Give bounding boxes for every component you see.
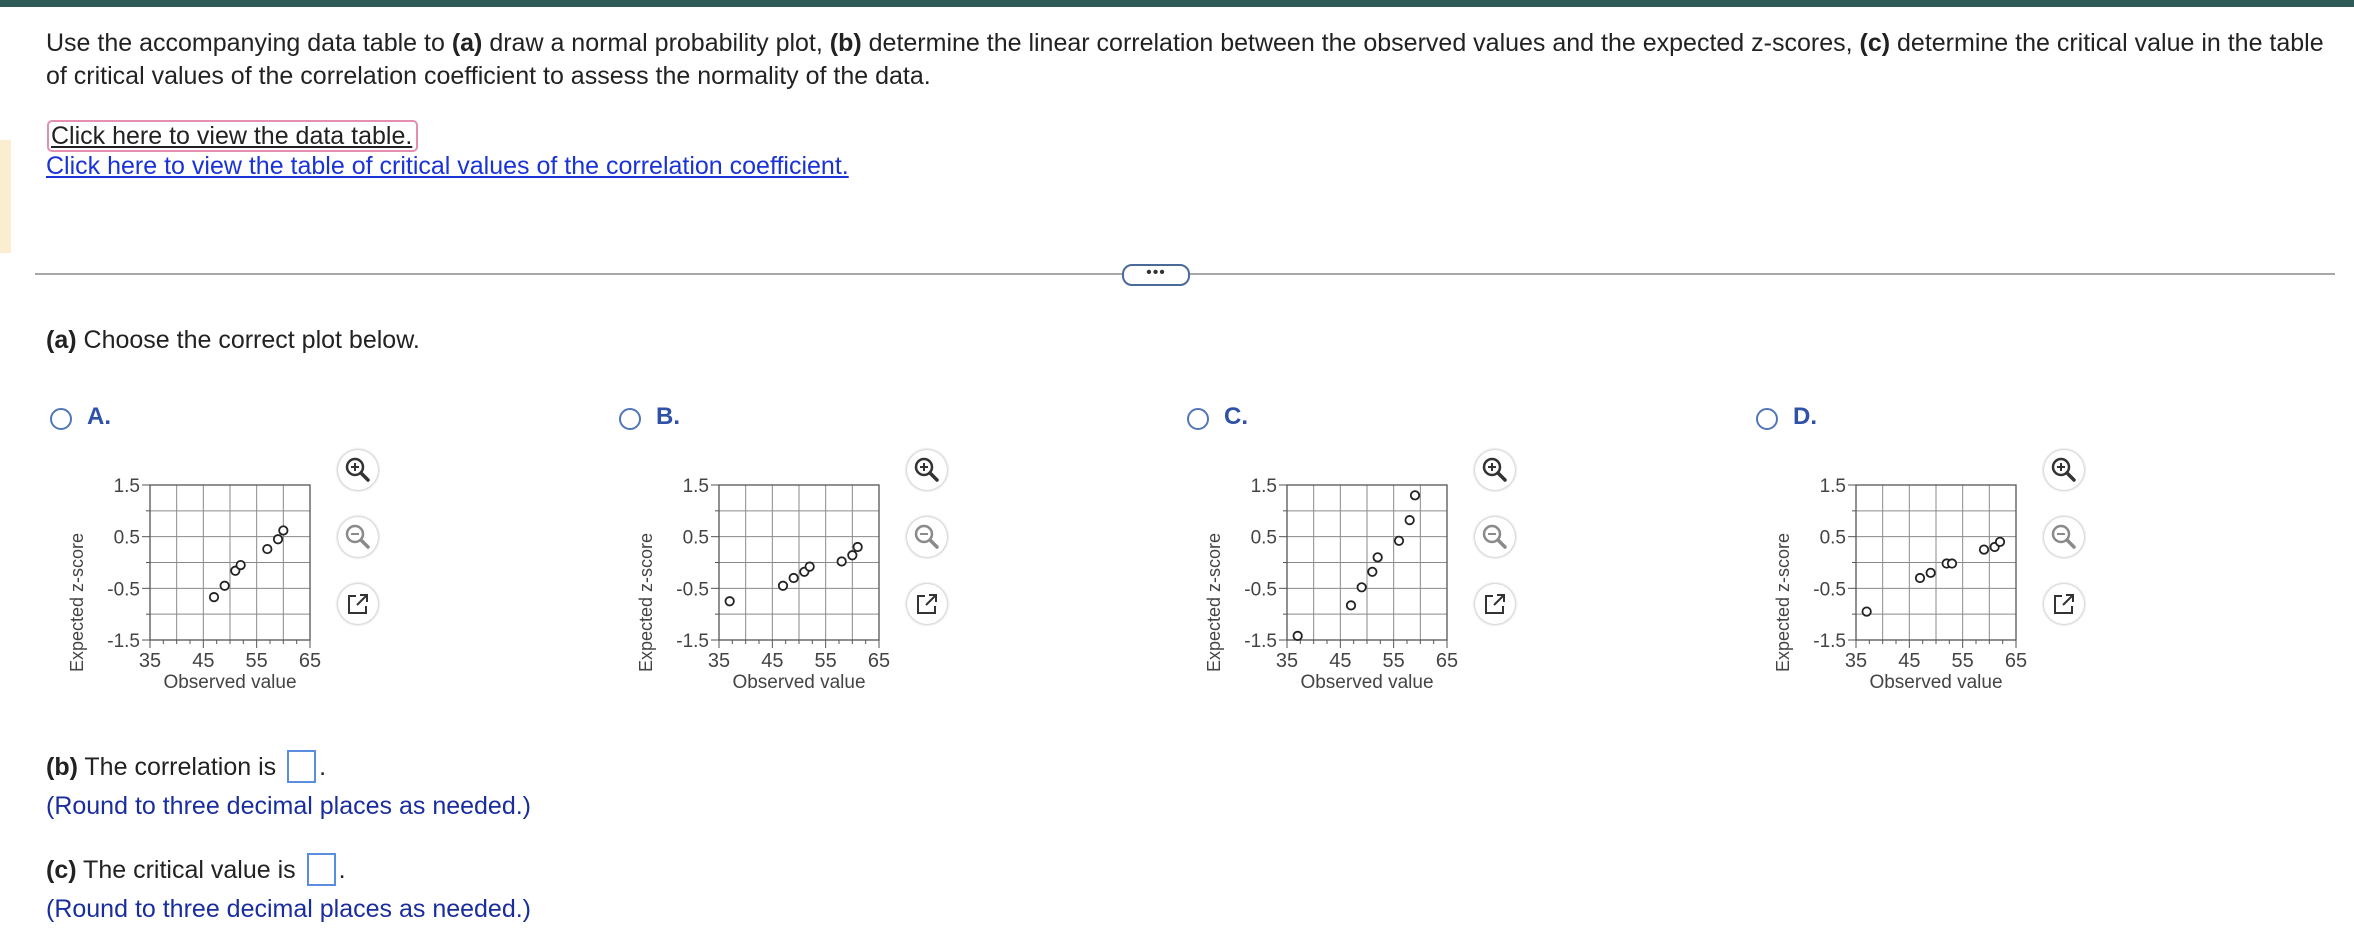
data-point [1926, 569, 1934, 577]
data-point [1948, 559, 1956, 567]
data-point [1347, 601, 1355, 609]
data-point [1368, 568, 1376, 576]
y-tick-label: 0.5 [682, 527, 709, 549]
zoom-out-icon [338, 517, 378, 557]
option-c-plot [1187, 460, 1467, 710]
y-axis-label: Expected z-score [1773, 532, 1793, 673]
x-axis-label: Observed value [732, 672, 866, 693]
external-link-icon [2044, 584, 2084, 624]
x-tick-label: 35 [1844, 650, 1868, 672]
x-axis-label: Observed value [1869, 672, 2003, 693]
y-tick-label: 0.5 [113, 527, 140, 549]
x-tick-label: 65 [867, 650, 891, 672]
x-tick-label: 65 [1435, 650, 1459, 672]
x-tick-label: 45 [1898, 650, 1921, 672]
option-a-radio[interactable] [50, 408, 72, 430]
external-link-icon [907, 584, 947, 624]
zoom-in-icon [338, 450, 378, 490]
y-tick-label: -1.5 [107, 631, 140, 652]
data-point [837, 557, 845, 565]
x-tick-label: 55 [1951, 650, 1974, 672]
y-tick-label: -0.5 [1813, 579, 1846, 601]
zoom-in-icon [907, 450, 947, 490]
y-axis-label: Expected z-score [1204, 532, 1224, 673]
option-c[interactable] [1187, 400, 1747, 710]
part-b-note: (Round to three decimal places as needed.) [46, 792, 532, 820]
data-point [1980, 545, 1988, 553]
more-button[interactable]: ••• [1122, 264, 1190, 286]
external-link-icon [338, 584, 378, 624]
y-tick-label: -0.5 [1244, 579, 1277, 601]
y-tick-label: 1.5 [1250, 476, 1277, 497]
data-point [853, 543, 861, 551]
option-d-zoom-in[interactable] [2044, 450, 2084, 490]
data-point [789, 574, 797, 582]
data-point [1411, 491, 1419, 499]
x-tick-label: 55 [1382, 650, 1405, 672]
zoom-out-icon [2044, 517, 2084, 557]
data-point [725, 597, 733, 605]
data-point [220, 582, 228, 590]
option-b[interactable] [619, 400, 1179, 710]
part-c-note: (Round to three decimal places as needed.) [46, 895, 532, 923]
y-tick-label: -0.5 [107, 579, 140, 601]
data-point [1916, 574, 1924, 582]
x-tick-label: 65 [298, 650, 322, 672]
data-point [1395, 537, 1403, 545]
data-point [1357, 583, 1365, 591]
correlation-input[interactable] [287, 750, 316, 783]
option-c-open-new-window[interactable] [1475, 584, 1515, 624]
option-d-radio[interactable] [1756, 408, 1778, 430]
y-tick-label: -1.5 [1813, 631, 1846, 652]
option-c-zoom-in[interactable] [1475, 450, 1515, 490]
option-d-zoom-out[interactable] [2044, 517, 2084, 557]
option-a-label: A. [87, 403, 111, 430]
y-tick-label: 1.5 [1819, 476, 1846, 497]
option-a-zoom-in[interactable] [338, 450, 378, 490]
zoom-in-icon [1475, 450, 1515, 490]
y-tick-label: 1.5 [682, 476, 709, 497]
external-link-icon [1475, 584, 1515, 624]
y-axis-label: Expected z-score [67, 532, 87, 673]
data-point [274, 535, 282, 543]
option-d[interactable] [1756, 400, 2316, 710]
option-c-zoom-out[interactable] [1475, 517, 1515, 557]
y-tick-label: 0.5 [1250, 527, 1277, 549]
critical-values-link[interactable]: Click here to view the table of critical values of the correlation coefficient. [46, 152, 849, 180]
x-axis-label: Observed value [163, 672, 297, 693]
option-b-zoom-in[interactable] [907, 450, 947, 490]
y-tick-label: -1.5 [1244, 631, 1277, 652]
option-d-open-new-window[interactable] [2044, 584, 2084, 624]
data-point [1405, 516, 1413, 524]
left-accent-bar [0, 140, 11, 253]
x-tick-label: 45 [761, 650, 784, 672]
y-axis-label: Expected z-score [636, 532, 656, 673]
part-b-question: (b) The correlation is . [46, 752, 326, 785]
option-a-zoom-out[interactable] [338, 517, 378, 557]
x-tick-label: 35 [1275, 650, 1299, 672]
option-b-radio[interactable] [619, 408, 641, 430]
data-table-link[interactable]: Click here to view the data table. [47, 120, 418, 152]
data-point [805, 562, 813, 570]
data-point [1996, 538, 2004, 546]
top-bar [0, 0, 2354, 7]
option-a-plot [50, 460, 330, 710]
option-b-open-new-window[interactable] [907, 584, 947, 624]
y-tick-label: 1.5 [113, 476, 140, 497]
y-tick-label: 0.5 [1819, 527, 1846, 549]
x-tick-label: 55 [814, 650, 837, 672]
option-c-radio[interactable] [1187, 408, 1209, 430]
x-tick-label: 35 [138, 650, 162, 672]
y-tick-label: -0.5 [676, 579, 709, 601]
data-point [1293, 632, 1301, 640]
option-b-label: B. [656, 403, 680, 430]
data-point [1862, 607, 1870, 615]
plot-grid [1856, 485, 2016, 640]
part-c-question: (c) The critical value is . [46, 855, 346, 888]
x-tick-label: 65 [2004, 650, 2028, 672]
x-tick-label: 45 [192, 650, 215, 672]
data-point [263, 545, 271, 553]
option-a-open-new-window[interactable] [338, 584, 378, 624]
plot-grid [150, 485, 310, 640]
question-intro: Use the accompanying data table to (a) draw a normal probability plot, (b) determine the linear correlation between the observed values and the expected z-scores, (c) determine the critical value in the table of critical values of the correlation coefficient to assess the normality of the data. [46, 29, 2324, 90]
data-point [779, 582, 787, 590]
option-c-label: C. [1224, 403, 1248, 430]
x-tick-label: 55 [245, 650, 268, 672]
zoom-out-icon [1475, 517, 1515, 557]
y-tick-label: -1.5 [676, 631, 709, 652]
data-point [236, 561, 244, 569]
data-point [279, 526, 287, 534]
part-a-prompt: (a) Choose the correct plot below. [46, 326, 420, 354]
data-point [1373, 553, 1381, 561]
x-tick-label: 45 [1329, 650, 1352, 672]
option-d-plot [1756, 460, 2036, 710]
option-d-label: D. [1793, 403, 1817, 430]
plot-grid [1287, 485, 1447, 640]
x-tick-label: 35 [707, 650, 731, 672]
critical-value-input[interactable] [307, 853, 336, 886]
option-b-zoom-out[interactable] [907, 517, 947, 557]
zoom-out-icon [907, 517, 947, 557]
zoom-in-icon [2044, 450, 2084, 490]
x-axis-label: Observed value [1300, 672, 1434, 693]
data-point [210, 593, 218, 601]
plot-grid [719, 485, 879, 640]
option-a[interactable] [50, 400, 610, 710]
option-b-plot [619, 460, 899, 710]
data-point [848, 551, 856, 559]
